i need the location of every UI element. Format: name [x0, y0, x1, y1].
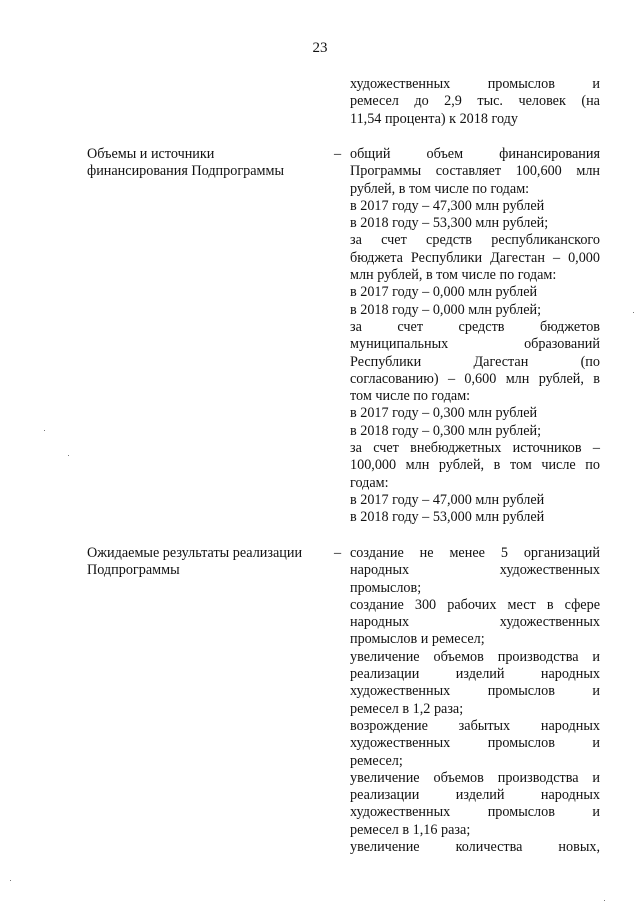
scan-speck — [604, 900, 605, 901]
results-dash: – — [334, 545, 342, 561]
text-line: Республики Дагестан (по — [350, 353, 600, 370]
text-line: ремесел в 1,16 раза; — [350, 821, 471, 838]
text-line: в 2017 году – 0,000 млн рублей — [350, 284, 538, 301]
text-line: художественных промыслов и — [350, 76, 600, 92]
financing-text — [350, 146, 600, 527]
text-line: создание 300 рабочих мест в сфере — [350, 596, 600, 613]
scan-speck — [10, 880, 11, 881]
text-line: художественных промыслов и — [350, 804, 600, 821]
text-line: за счет средств бюджетов — [350, 318, 600, 335]
scan-speck — [44, 430, 45, 431]
text-line: годам: — [350, 474, 389, 491]
text-line: художественных промыслов и — [350, 683, 600, 700]
text-line: рублей, в том числе по годам: — [350, 180, 530, 197]
text-line: в 2018 году – 53,300 млн рублей; — [350, 215, 549, 232]
text-line: ремесел в 1,2 раза; — [350, 700, 464, 717]
text-line: общий объем финансирования — [350, 146, 600, 162]
text-line: 11,54 процента) к 2018 году — [350, 110, 518, 127]
text-line: возрождение забытых народных — [350, 717, 600, 734]
text-line: согласованию) – 0,600 млн рублей, в — [350, 370, 600, 387]
label-line: Подпрограммы — [87, 562, 180, 579]
text-line: бюджета Республики Дагестан – 0,000 — [350, 249, 600, 266]
results-text — [350, 545, 600, 856]
scan-speck — [633, 312, 634, 313]
label-line: финансирования Подпрограммы — [87, 163, 285, 180]
text-line: реализации изделий народных — [350, 666, 600, 683]
text-line: за счет средств республиканского — [350, 232, 600, 249]
text-line: художественных промыслов и — [350, 735, 600, 752]
text-line: в 2018 году – 0,000 млн рублей; — [350, 301, 542, 318]
text-line: народных художественных — [350, 614, 600, 631]
text-line: в 2017 году – 47,000 млн рублей — [350, 491, 545, 508]
label-line: Объемы и источники — [87, 146, 215, 162]
text-line: создание не менее 5 организаций — [350, 545, 600, 561]
text-line: народных художественных — [350, 562, 600, 579]
financing-label — [87, 146, 327, 181]
text-line: увеличение объемов производства и — [350, 769, 600, 786]
page-number: 23 — [312, 40, 328, 56]
text-line: в 2017 году – 47,300 млн рублей — [350, 197, 545, 214]
top-continuation-text — [350, 76, 600, 128]
text-line: промыслов; — [350, 579, 422, 596]
text-line: в 2018 году – 0,300 млн рублей; — [350, 422, 542, 439]
text-line: увеличение количества новых, — [350, 839, 600, 856]
text-line: увеличение объемов производства и — [350, 648, 600, 665]
text-line: Программы составляет 100,600 млн — [350, 163, 600, 180]
label-line: Ожидаемые результаты реализации — [87, 545, 303, 561]
financing-dash: – — [334, 146, 342, 162]
text-line: в 2017 году – 0,300 млн рублей — [350, 405, 538, 422]
text-line: в 2018 году – 53,000 млн рублей — [350, 509, 545, 526]
text-line: реализации изделий народных — [350, 787, 600, 804]
text-line: ремесел до 2,9 тыс. человек (на — [350, 93, 600, 110]
scan-speck — [68, 455, 69, 456]
text-line: муниципальных образований — [350, 336, 600, 353]
text-line: млн рублей, в том числе по годам: — [350, 267, 557, 284]
text-line: промыслов и ремесел; — [350, 631, 485, 648]
text-line: за счет внебюджетных источников – — [350, 440, 600, 457]
text-line: том числе по годам: — [350, 388, 471, 405]
text-line: 100,000 млн рублей, в том числе по — [350, 457, 600, 474]
results-label — [87, 545, 327, 580]
text-line: ремесел; — [350, 752, 403, 769]
